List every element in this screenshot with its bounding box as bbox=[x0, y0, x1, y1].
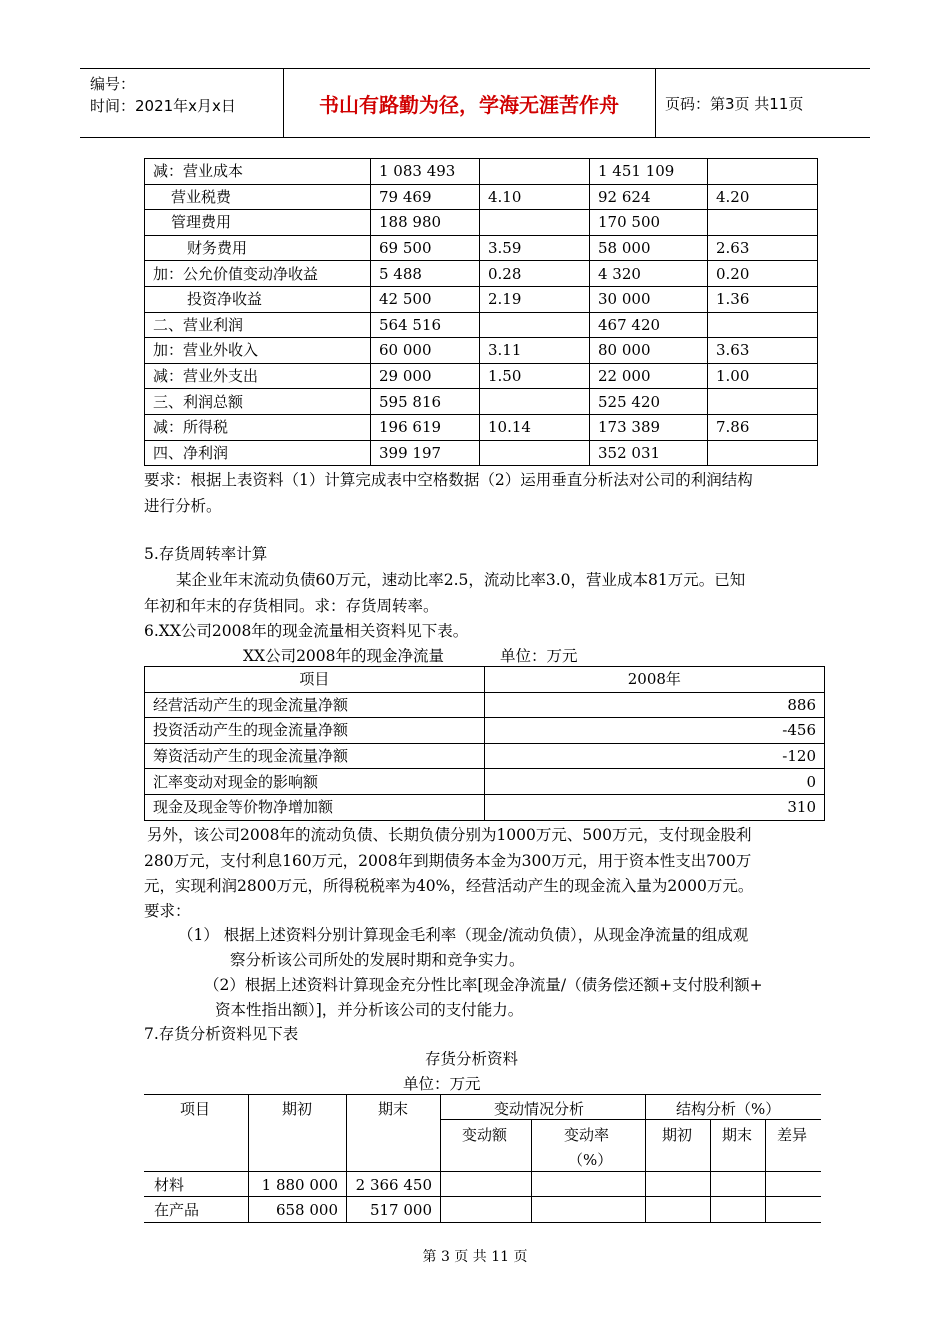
percent-2007: 0.28 bbox=[480, 261, 590, 287]
income-table bbox=[144, 158, 818, 466]
header-begin: 期初 bbox=[282, 1100, 313, 1118]
table-row bbox=[145, 286, 818, 312]
row-item: 营业税费 bbox=[145, 184, 371, 210]
percent-2007: 1.50 bbox=[480, 363, 590, 389]
value-2008: 1 451 109 bbox=[590, 159, 708, 185]
q5-title: 5.存货周转率计算 bbox=[144, 545, 268, 563]
table-row bbox=[145, 414, 818, 440]
table-row bbox=[145, 389, 818, 415]
cash-flow-table bbox=[144, 666, 825, 821]
q6-paragraph: 280万元，支付利息160万元，2008年到期债务本金为300万元，用于资本性支出700万 bbox=[144, 852, 752, 870]
row-item: 减：营业成本 bbox=[145, 159, 371, 185]
percent-2008 bbox=[708, 210, 818, 236]
row-value: -120 bbox=[484, 743, 824, 769]
table-row bbox=[145, 235, 818, 261]
value-2007: 5 488 bbox=[371, 261, 480, 287]
table-row bbox=[145, 743, 825, 769]
percent-2008: 2.63 bbox=[708, 235, 818, 261]
table-rule bbox=[531, 1119, 532, 1222]
header-motto: 书山有路勤为径，学海无涯苦作舟 bbox=[319, 92, 619, 117]
row-item: 汇率变动对现金的影响额 bbox=[145, 769, 485, 795]
row-end: 2 366 450 bbox=[355, 1176, 432, 1194]
percent-2008: 4.20 bbox=[708, 184, 818, 210]
value-2007: 399 197 bbox=[371, 440, 480, 466]
table-row bbox=[145, 338, 818, 364]
value-2007: 1 083 493 bbox=[371, 159, 480, 185]
value-2008: 170 500 bbox=[590, 210, 708, 236]
value-2007: 196 619 bbox=[371, 414, 480, 440]
value-2007: 29 000 bbox=[371, 363, 480, 389]
header-change: 变动情况分析 bbox=[494, 1100, 585, 1118]
value-2008: 58 000 bbox=[590, 235, 708, 261]
header-change-rate-unit: （%） bbox=[568, 1151, 613, 1169]
table-rule bbox=[645, 1094, 646, 1222]
row-begin: 658 000 bbox=[275, 1201, 338, 1219]
percent-2007 bbox=[480, 159, 590, 185]
table-row bbox=[145, 718, 825, 744]
row-item: 投资净收益 bbox=[145, 286, 371, 312]
value-2007: 188 980 bbox=[371, 210, 480, 236]
row-item: 四、净利润 bbox=[145, 440, 371, 466]
header-structure-end: 期末 bbox=[722, 1126, 753, 1144]
value-2008: 22 000 bbox=[590, 363, 708, 389]
requirement-line: 要求：根据上表资料（1）计算完成表中空格数据（2）运用垂直分析法对公司的利润结构 bbox=[144, 471, 753, 489]
percent-2008: 3.63 bbox=[708, 338, 818, 364]
percent-2008: 1.36 bbox=[708, 286, 818, 312]
percent-2007: 10.14 bbox=[480, 414, 590, 440]
header-meta bbox=[90, 73, 236, 117]
q6-requirement: 察分析该公司所处的发展时期和竞争实力。 bbox=[230, 951, 525, 969]
header-structure-diff: 差异 bbox=[777, 1126, 808, 1144]
serial-label: 编号： bbox=[90, 75, 136, 93]
table-header-row bbox=[145, 667, 825, 693]
row-item: 减：营业外支出 bbox=[145, 363, 371, 389]
value-2007: 60 000 bbox=[371, 338, 480, 364]
header-year: 2008年 bbox=[484, 667, 824, 693]
row-begin: 1 880 000 bbox=[261, 1176, 338, 1194]
q5-body: 某企业年末流动负债60万元，速动比率2.5，流动比率3.0，营业成本81万元。已知 bbox=[176, 571, 746, 589]
table-row bbox=[145, 363, 818, 389]
row-item: 现金及现金等价物净增加额 bbox=[145, 794, 485, 820]
row-item: 投资活动产生的现金流量净额 bbox=[145, 718, 485, 744]
value-2007: 42 500 bbox=[371, 286, 480, 312]
page-header bbox=[80, 68, 870, 138]
table-rule bbox=[144, 1196, 821, 1197]
header-structure: 结构分析（%） bbox=[676, 1100, 781, 1118]
header-change-amount: 变动额 bbox=[462, 1126, 508, 1144]
percent-2007 bbox=[480, 312, 590, 338]
row-item: 经营活动产生的现金流量净额 bbox=[145, 692, 485, 718]
value-2007: 79 469 bbox=[371, 184, 480, 210]
row-value: -456 bbox=[484, 718, 824, 744]
table-row bbox=[145, 184, 818, 210]
table-row bbox=[145, 210, 818, 236]
value-2008: 467 420 bbox=[590, 312, 708, 338]
q6-requirement: 资本性指出额）]，并分析该公司的支付能力。 bbox=[215, 1001, 524, 1019]
row-item: 三、利润总额 bbox=[145, 389, 371, 415]
table-rule bbox=[440, 1119, 821, 1120]
percent-2007: 3.11 bbox=[480, 338, 590, 364]
percent-2008 bbox=[708, 389, 818, 415]
value-2008: 173 389 bbox=[590, 414, 708, 440]
row-item: 在产品 bbox=[154, 1201, 200, 1219]
row-item: 加：营业外收入 bbox=[145, 338, 371, 364]
value-2007: 595 816 bbox=[371, 389, 480, 415]
row-value: 886 bbox=[484, 692, 824, 718]
table-row bbox=[145, 159, 818, 185]
table-row bbox=[145, 769, 825, 795]
row-item: 财务费用 bbox=[145, 235, 371, 261]
table-rule bbox=[144, 1222, 821, 1223]
header-item: 项目 bbox=[145, 667, 485, 693]
row-item: 材料 bbox=[154, 1176, 185, 1194]
q6-caption: XX公司2008年的现金净流量 bbox=[243, 647, 445, 665]
q6-requirement-label: 要求： bbox=[144, 902, 191, 920]
q6-requirement: （2）根据上述资料计算现金充分性比率[现金净流量/（债务偿还额+支付股利额+ bbox=[204, 976, 763, 994]
table-row bbox=[145, 440, 818, 466]
value-2008: 352 031 bbox=[590, 440, 708, 466]
inventory-table bbox=[144, 1094, 821, 1222]
row-item: 筹资活动产生的现金流量净额 bbox=[145, 743, 485, 769]
table-row bbox=[145, 261, 818, 287]
value-2008: 4 320 bbox=[590, 261, 708, 287]
time-label: 时间：2021年x月x日 bbox=[90, 97, 236, 115]
page-footer: 第 3 页 共 11 页 bbox=[422, 1249, 528, 1265]
requirement-line: 进行分析。 bbox=[144, 497, 222, 515]
percent-2008 bbox=[708, 159, 818, 185]
header-end: 期末 bbox=[378, 1100, 409, 1118]
value-2008: 525 420 bbox=[590, 389, 708, 415]
q7-caption: 存货分析资料 bbox=[425, 1050, 519, 1068]
row-value: 0 bbox=[484, 769, 824, 795]
q6-requirement: （1） 根据上述资料分别计算现金毛利率（现金/流动负债），从现金净流量的组成观 bbox=[178, 926, 749, 944]
header-change-rate: 变动率 bbox=[564, 1126, 610, 1144]
percent-2007 bbox=[480, 389, 590, 415]
value-2008: 92 624 bbox=[590, 184, 708, 210]
header-page-label: 页码：第3页 共11页 bbox=[665, 94, 804, 113]
row-item: 二、营业利润 bbox=[145, 312, 371, 338]
percent-2007 bbox=[480, 440, 590, 466]
header-structure-begin: 期初 bbox=[662, 1126, 693, 1144]
percent-2007: 3.59 bbox=[480, 235, 590, 261]
q5-body: 年初和年末的存货相同。求：存货周转率。 bbox=[144, 597, 439, 615]
row-item: 加：公允价值变动净收益 bbox=[145, 261, 371, 287]
value-2007: 564 516 bbox=[371, 312, 480, 338]
row-item: 减：所得税 bbox=[145, 414, 371, 440]
q6-title: 6.XX公司2008年的现金流量相关资料见下表。 bbox=[144, 622, 469, 640]
percent-2008: 7.86 bbox=[708, 414, 818, 440]
q6-paragraph: 另外，该公司2008年的流动负债、长期负债分别为1000万元、500万元，支付现金股利 bbox=[147, 826, 752, 844]
table-row bbox=[145, 794, 825, 820]
q6-unit: 单位：万元 bbox=[500, 647, 578, 665]
q7-title: 7.存货分析资料见下表 bbox=[144, 1025, 299, 1043]
table-rule bbox=[144, 1094, 821, 1095]
table-rule bbox=[765, 1119, 766, 1222]
table-rule bbox=[144, 1171, 821, 1172]
percent-2008 bbox=[708, 312, 818, 338]
value-2008: 30 000 bbox=[590, 286, 708, 312]
table-row bbox=[145, 692, 825, 718]
table-row bbox=[145, 312, 818, 338]
value-2007: 69 500 bbox=[371, 235, 480, 261]
header-item: 项目 bbox=[180, 1100, 211, 1118]
table-rule bbox=[440, 1094, 441, 1222]
percent-2008 bbox=[708, 440, 818, 466]
row-item: 管理费用 bbox=[145, 210, 371, 236]
percent-2007: 2.19 bbox=[480, 286, 590, 312]
table-rule bbox=[710, 1119, 711, 1222]
percent-2007 bbox=[480, 210, 590, 236]
q7-unit: 单位：万元 bbox=[403, 1075, 481, 1093]
header-divider bbox=[655, 69, 656, 137]
row-end: 517 000 bbox=[369, 1201, 432, 1219]
value-2008: 80 000 bbox=[590, 338, 708, 364]
q6-paragraph: 元，实现利润2800万元，所得税税率为40%，经营活动产生的现金流入量为2000万元。 bbox=[144, 877, 754, 895]
row-value: 310 bbox=[484, 794, 824, 820]
percent-2008: 0.20 bbox=[708, 261, 818, 287]
percent-2007: 4.10 bbox=[480, 184, 590, 210]
percent-2008: 1.00 bbox=[708, 363, 818, 389]
